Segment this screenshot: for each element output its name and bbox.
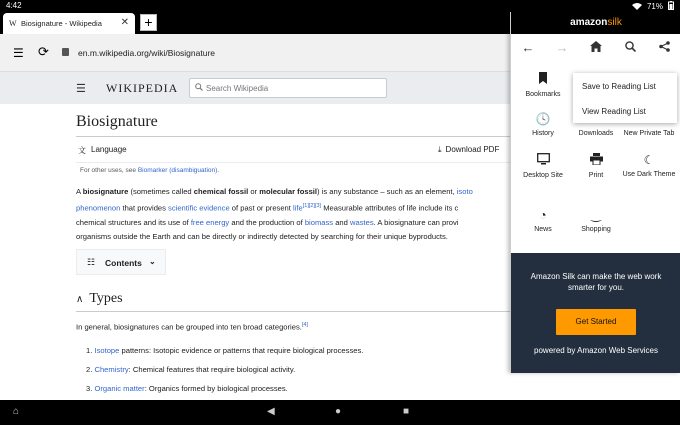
link-life[interactable]: life (293, 203, 303, 213)
wiki-header (0, 72, 510, 104)
list-number: 2. (86, 365, 93, 374)
text: and (333, 217, 350, 227)
home-icon[interactable] (579, 34, 613, 62)
link-chemistry[interactable]: Chemistry (94, 365, 129, 374)
bookmark-icon (515, 72, 571, 87)
menu-item-news[interactable] (515, 208, 571, 234)
link-organic-matter[interactable]: Organic matter (94, 384, 145, 393)
browser-tab[interactable] (3, 13, 135, 34)
translate-icon: 文 (78, 146, 86, 155)
home-dock-icon[interactable]: ⌂ (13, 406, 20, 417)
download-icon: ⤓ (438, 145, 442, 154)
silk-logo (511, 12, 680, 34)
text: that provides (120, 203, 169, 213)
search-icon (195, 83, 203, 93)
link-phenomenon[interactable]: phenomenon (76, 203, 121, 213)
menu-item-label: Print (588, 172, 604, 179)
new-tab-button[interactable]: + (140, 14, 157, 31)
hatnote (80, 167, 219, 174)
list-icon: ☷ (87, 257, 96, 267)
section-title: Types (89, 291, 123, 306)
menu-item-label: News (534, 226, 552, 233)
battery-level: 71% (646, 2, 663, 11)
moon-icon: ☾ (643, 153, 655, 167)
address-bar (0, 34, 510, 72)
menu-item-label: New Private Tab (623, 130, 675, 137)
link-isotope[interactable]: Isotope (94, 346, 120, 355)
hatnote-link[interactable]: Biomarker (disambiguation) (137, 167, 218, 174)
menu-item-bookmarks[interactable] (515, 72, 571, 99)
back-nav-icon[interactable]: ◀ (267, 406, 275, 417)
menu-icon[interactable]: ☰ (13, 46, 24, 60)
view-reading-list-option[interactable]: View Reading List (582, 107, 646, 116)
text: chemical structures and its use of (76, 217, 191, 227)
article (0, 104, 510, 400)
battery-icon (668, 1, 674, 12)
list-text: patterns: Isotopic evidence or patterns that require biological processes. (119, 346, 364, 355)
silk-logo-amazon: amazon (570, 17, 608, 28)
hatnote-period: . (217, 167, 220, 174)
language-button[interactable] (78, 145, 127, 156)
link-scientific-evidence[interactable]: scientific evidence (168, 203, 230, 213)
wikipedia-favicon-icon: W (9, 19, 17, 28)
save-to-reading-list-option[interactable]: Save to Reading List (582, 82, 656, 91)
section-heading-types[interactable] (76, 291, 123, 307)
home-nav-icon[interactable]: ● (335, 406, 342, 417)
list-item (86, 346, 363, 355)
printer-icon (568, 153, 624, 168)
wiki-menu-icon[interactable]: ☰ (76, 83, 86, 95)
get-started-button[interactable]: Get Started (556, 309, 636, 335)
text: or (248, 187, 260, 196)
recents-nav-icon[interactable]: ■ (403, 406, 410, 417)
title-divider (76, 136, 510, 137)
menu-item-shopping[interactable] (568, 208, 624, 234)
text: organisms outside the Earth and can be directly or indirectly detected by searching for their unique byproducts. (76, 231, 448, 241)
text: (sometimes called (128, 187, 194, 196)
contents-button[interactable] (76, 249, 166, 275)
text: ) is any substance – such as an element, (317, 187, 457, 196)
text: of past or present (229, 203, 294, 213)
text: . A biosignature can provi (373, 217, 459, 227)
chevron-up-icon: ∧ (76, 293, 84, 305)
menu-item-label: History (532, 130, 554, 137)
system-nav-bar (0, 400, 680, 425)
list-text: : Organics formed by biological processes. (144, 384, 288, 393)
wiki-search-input[interactable] (189, 78, 387, 98)
menu-item-history[interactable] (515, 112, 571, 138)
clock: 4:42 (6, 1, 22, 10)
language-label: Language (91, 145, 127, 154)
url-field[interactable]: en.m.wikipedia.org/wiki/Biosignature (78, 48, 216, 58)
bold-term: chemical fossil (193, 187, 249, 196)
chevron-down-icon: ⌄ (149, 257, 156, 266)
reading-list-menu (573, 73, 677, 123)
share-icon[interactable] (647, 34, 680, 62)
menu-item-label: Bookmarks (525, 91, 561, 98)
menu-item-label: Downloads (578, 130, 614, 137)
toolbar-divider (76, 162, 510, 163)
link-isotope[interactable]: isoto (456, 187, 473, 196)
menu-item-label: Use Dark Theme (622, 171, 676, 178)
close-tab-icon[interactable]: ✕ (120, 17, 129, 28)
list-number: 1. (86, 346, 93, 355)
news-icon: ◔ (539, 208, 547, 222)
search-placeholder: Search Wikipedia (206, 84, 269, 93)
text: and the production of (229, 217, 305, 227)
amazon-smile-icon: ‿ (591, 208, 601, 222)
clock-icon: 🕓 (535, 112, 551, 126)
text: A (76, 187, 83, 196)
status-bar (0, 0, 680, 12)
reload-icon[interactable]: ⟳ (38, 44, 49, 59)
link-biomass[interactable]: biomass (304, 217, 334, 227)
list-item (86, 365, 295, 374)
menu-item-label: Desktop Site (523, 172, 563, 179)
text: Measurable attributes of life include its c (321, 203, 459, 213)
contents-label: Contents (105, 258, 142, 268)
silk-logo-silk: silk (607, 17, 622, 28)
link-wastes[interactable]: wastes (349, 217, 374, 227)
download-pdf-button[interactable] (438, 145, 499, 155)
section-intro (76, 322, 308, 332)
menu-item-desktop-site[interactable] (515, 153, 571, 180)
list-item (86, 384, 288, 393)
lead-paragraph (76, 185, 510, 244)
wikipedia-logo[interactable]: WIKIPEDIA (106, 81, 179, 95)
section-intro-text: In general, biosignatures can be grouped into ten broad categories. (76, 322, 302, 332)
silk-nav-row (511, 34, 680, 62)
link-free-energy[interactable]: free energy (190, 217, 230, 227)
section-divider (76, 311, 510, 312)
citation-ref[interactable]: [4] (301, 322, 308, 328)
forward-arrow-icon[interactable]: → (555, 40, 569, 55)
page-title: Biosignature (76, 113, 158, 130)
silk-menu-panel (510, 12, 680, 373)
lock-icon (62, 48, 69, 56)
menu-item-print[interactable] (568, 153, 624, 180)
list-number: 3. (86, 384, 93, 393)
wifi-icon (632, 2, 642, 12)
back-arrow-icon[interactable]: ← (521, 40, 535, 55)
menu-item-label: Shopping (581, 226, 611, 233)
download-pdf-label: Download PDF (445, 145, 500, 154)
menu-item-dark-theme[interactable] (621, 153, 677, 179)
hatnote-text: For other uses, see (80, 167, 138, 174)
tab-title: Biosignature - Wikipedia (21, 19, 102, 28)
promo-message: Amazon Silk can make the web work smarter for you. (530, 272, 662, 292)
list-text: : Chemical features that require biological activity. (128, 365, 296, 374)
bold-term: biosignature (82, 187, 129, 196)
silk-promo (511, 253, 680, 373)
monitor-icon (515, 153, 571, 168)
citation-refs[interactable]: [1][2][3] (302, 203, 322, 209)
powered-by-text: powered by Amazon Web Services (534, 346, 658, 355)
bold-term: molecular fossil (259, 187, 318, 196)
search-icon[interactable] (613, 34, 647, 62)
